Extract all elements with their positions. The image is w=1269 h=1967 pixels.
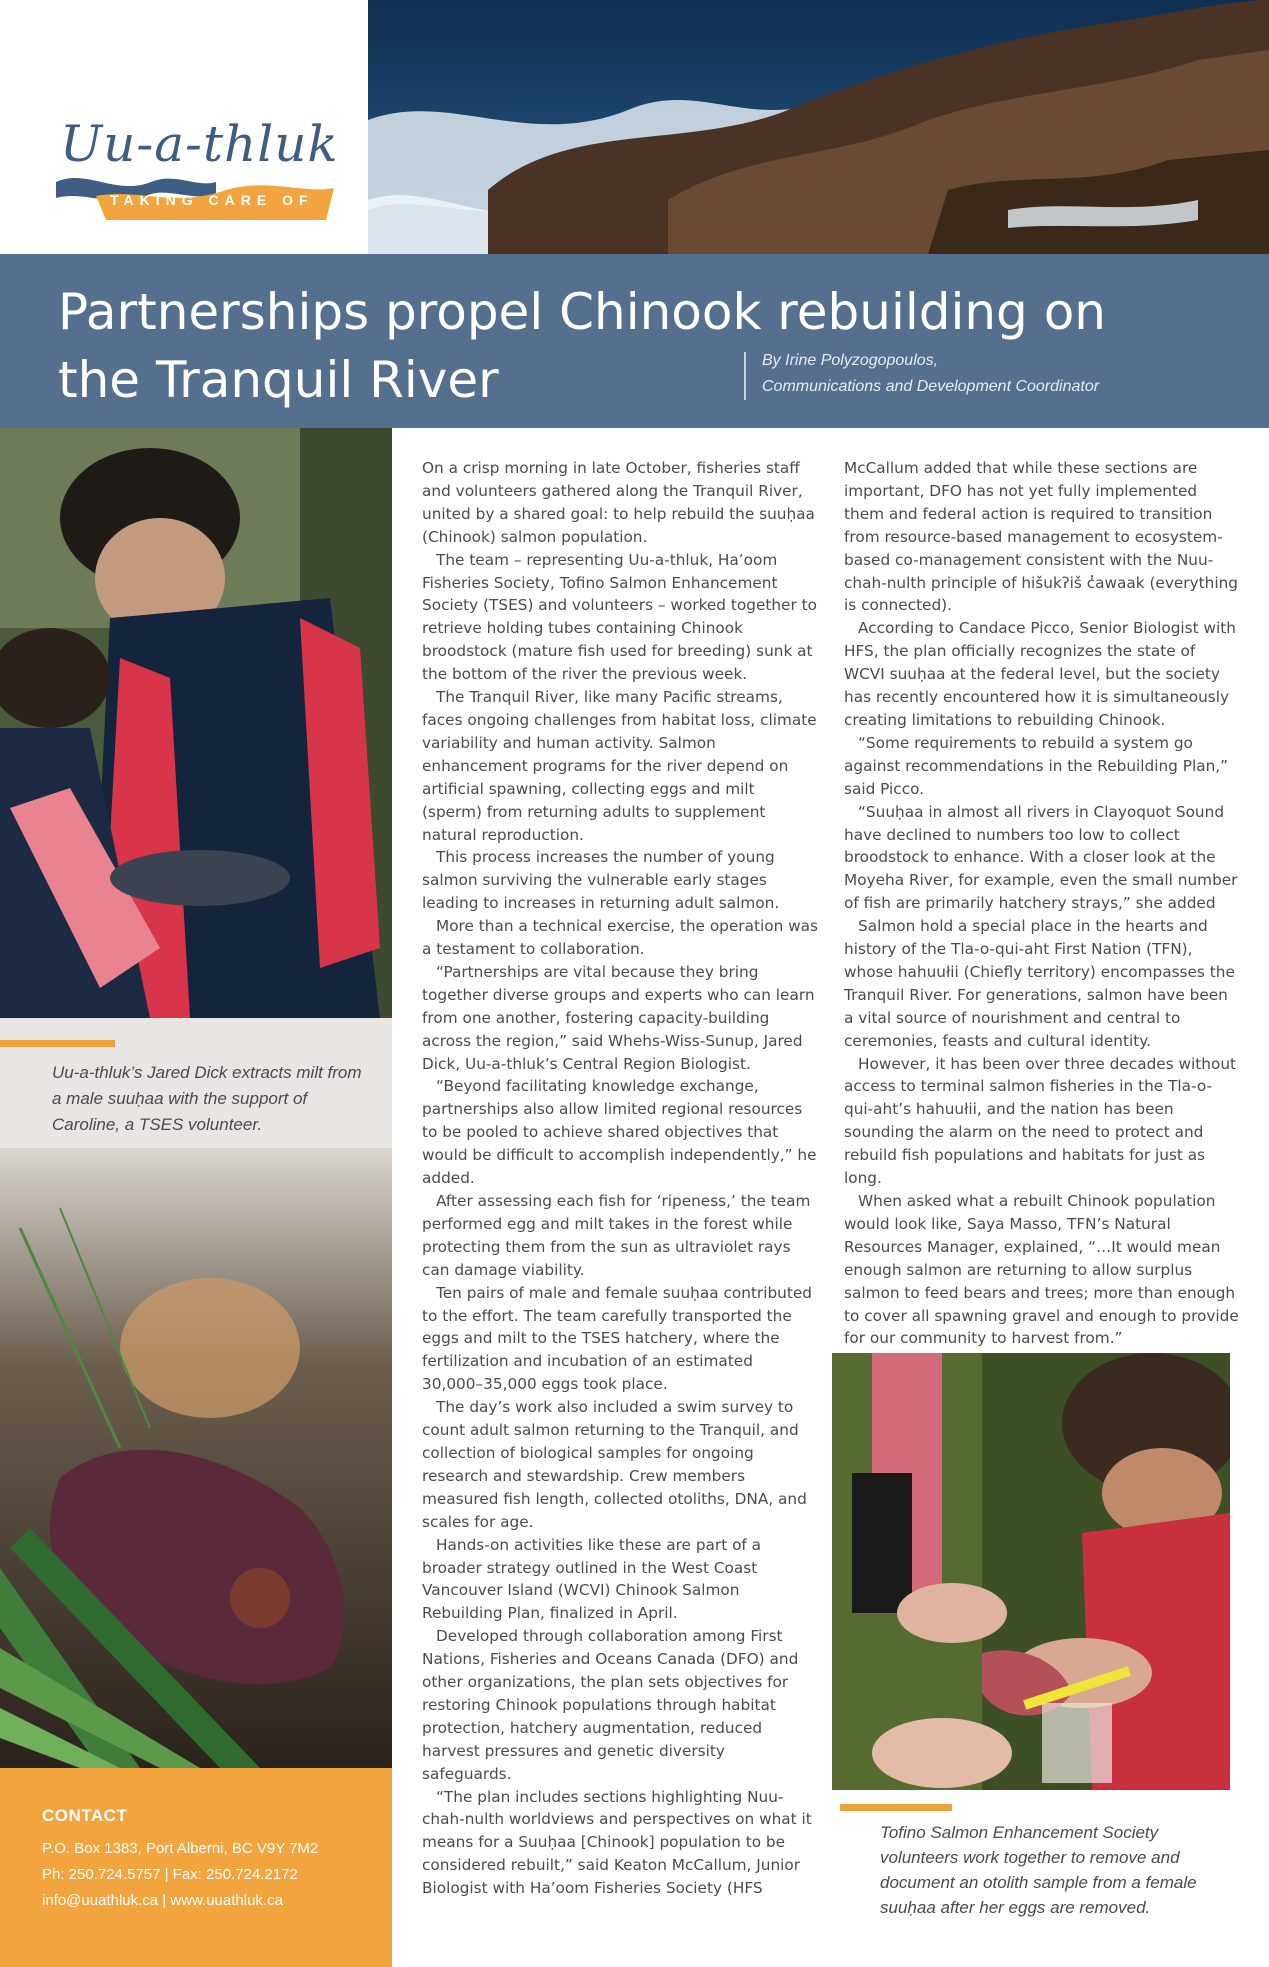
photo-seaweed <box>0 1148 392 1768</box>
contact-address: P.O. Box 1383, Port Alberni, BC V9Y 7M2 <box>42 1840 319 1857</box>
article-paragraph: McCallum added that while these sections are important, DFO has not yet fully implemented them and federal action is required to transition from resource-based management to ecosystem-based co-management consistent with the Nuu-chah-nulth principle of hišukʔiš c̓awaak (everything is connected). <box>844 459 1238 615</box>
photo-otolith-sample <box>832 1353 1230 1790</box>
hero-ocean-photo <box>368 0 1269 254</box>
article-paragraph: Ten pairs of male and female suuḥaa contributed to the effort. The team carefully transported the eggs and milt to the TSES hatchery, where the fertilization and incubation of an estimated 30,000–35,000 eggs took place. <box>422 1283 812 1394</box>
byline-divider <box>744 352 746 400</box>
article-paragraph: Hands-on activities like these are part of a broader strategy outlined in the West Coast Vancouver Island (WCVI) Chinook Salmon Rebuilding Plan, finalized in April. <box>422 1535 762 1623</box>
article-paragraph: “Partnerships are vital because they bring together diverse groups and experts who can learn from one another, fostering capacity-building across the region,” said Whehs-Wiss-Sunup, Jared Dick, Uu-a-thluk’s Central Region Biologist. <box>422 962 815 1073</box>
photo-caption: Tofino Salmon Enhancement Society volunteers work together to remove and document an otolith sample from a female suuḥaa after her eggs are removed. <box>880 1823 1197 1917</box>
contact-heading: CONTACT <box>42 1806 128 1825</box>
article-paragraph: According to Candace Picco, Senior Biologist with HFS, the plan officially recognizes the state of WCVI suuḥaa at the federal level, but the society has recently encountered how it is simultaneously creating limitations to rebuilding Chinook. <box>844 619 1236 729</box>
article-paragraph: The day’s work also included a swim survey to count adult salmon returning to the Tranquil, and collection of biological samples for ongoing research and stewardship. Crew members measured fish length, collected otoliths, DNA, and scales for age. <box>422 1398 807 1531</box>
contact-phone-fax: Ph: 250.724.5757 | Fax: 250.724.2172 <box>42 1866 298 1883</box>
article-paragraph: When asked what a rebuilt Chinook population would look like, Saya Masso, TFN’s Natural Resources Manager, explained, “…It would mean enough salmon are returning to allow surplus salmon to feed bears and trees; more than enough to cover all spawning gravel and enough to provide for our community to harvest from.” <box>844 1192 1239 1348</box>
article-paragraph: After assessing each fish for ‘ripeness,’ the team performed egg and milt takes in the forest while protecting them from the sun as ultraviolet rays can damage viability. <box>422 1192 811 1279</box>
byline-author: By Irine Polyzogopoulos, <box>762 352 939 369</box>
article-paragraph: “The plan includes sections highlighting Nuu-chah-nulth worldviews and perspectives on what it means for a Suuḥaa [Chinook] population to be considered rebuilt,” said Keaton McCallum, Junior Biologist with Ha’oom Fisheries Society (HFS <box>422 1787 812 1898</box>
contact-web: info@uuathluk.ca | www.uuathluk.ca <box>42 1892 283 1909</box>
article-paragraph: “Beyond facilitating knowledge exchange, partnerships also allow limited regional resources to be pooled to achieve shared objectives that would be difficult to accomplish independently,” he added. <box>422 1077 817 1188</box>
article-paragraph: Salmon hold a special place in the hearts and history of the Tla-o-qui-aht First Nation (TFN), whose hahuułii (Chiefly territory) encompasses the Tranquil River. For generations, salmon have been a vital source of nourishment and central to ceremonies, feasts and cultural identity. <box>844 917 1235 1050</box>
photo-milt-extraction <box>0 428 392 1018</box>
photo-caption: Uu-a-thluk’s Jared Dick extracts milt from a male suuḥaa with the support of Caroline, a TSES volunteer. <box>52 1063 362 1134</box>
article-headline: Partnerships propel Chinook rebuilding on the Tranquil River <box>58 283 1106 409</box>
article-paragraph: “Some requirements to rebuild a system go against recommendations in the Rebuilding Plan,” said Picco. <box>844 733 1229 798</box>
article-column-right <box>844 457 1240 1350</box>
article-paragraph: On a crisp morning in late October, fisheries staff and volunteers gathered along the Tranquil River, united by a shared goal: to help rebuild the suuḥaa (Chinook) salmon population. <box>422 459 815 546</box>
logo-tagline: TAKING CARE OF <box>110 192 314 208</box>
byline <box>762 348 1099 400</box>
caption-accent-rule <box>0 1040 115 1047</box>
article-paragraph: The team – representing Uu-a-thluk, Ha’oom Fisheries Society, Tofino Salmon Enhancement Society (TSES) and volunteers – worked together to retrieve holding tubes containing Chinook broodstock (mature fish used for breeding) sunk at the bottom of the river the previous week. <box>422 550 817 684</box>
article-paragraph: However, it has been over three decades without access to terminal salmon fisheries in the Tla-o-qui-aht’s hahuułii, and the nation has been sounding the alarm on the need to protect and rebuild fish populations and habitats for just as long. <box>844 1054 1237 1188</box>
caption-accent-rule <box>840 1804 952 1811</box>
article-paragraph: The Tranquil River, like many Pacific streams, faces ongoing challenges from habitat loss, climate variability and human activity. Salmon enhancement programs for the river depend on artificial spawning, collecting eggs and milt (sperm) from returning adults to supplement natural reproduction. <box>422 688 817 844</box>
byline-role: Communications and Development Coordinator <box>762 378 1100 395</box>
article-column-left <box>422 457 818 1900</box>
article-paragraph: Developed through collaboration among First Nations, Fisheries and Oceans Canada (DFO) and other organizations, the plan sets objectives for restoring Chinook populations through habitat protection, hatchery augmentation, reduced harvest pressures and genetic diversity safeguards. <box>422 1627 799 1783</box>
logo-wordmark: Uu-a-thluk <box>60 115 339 173</box>
article-paragraph: This process increases the number of young salmon surviving the vulnerable early stages leading to increases in returning adult salmon. <box>422 848 780 913</box>
article-paragraph: More than a technical exercise, the operation was a testament to collaboration. <box>422 917 818 959</box>
article-paragraph: “Suuḥaa in almost all rivers in Clayoquot Sound have declined to numbers too low to collect broodstock to enhance. With a closer look at the Moyeha River, for example, even the small number of fish are primarily hatchery strays,” she added <box>844 802 1238 913</box>
